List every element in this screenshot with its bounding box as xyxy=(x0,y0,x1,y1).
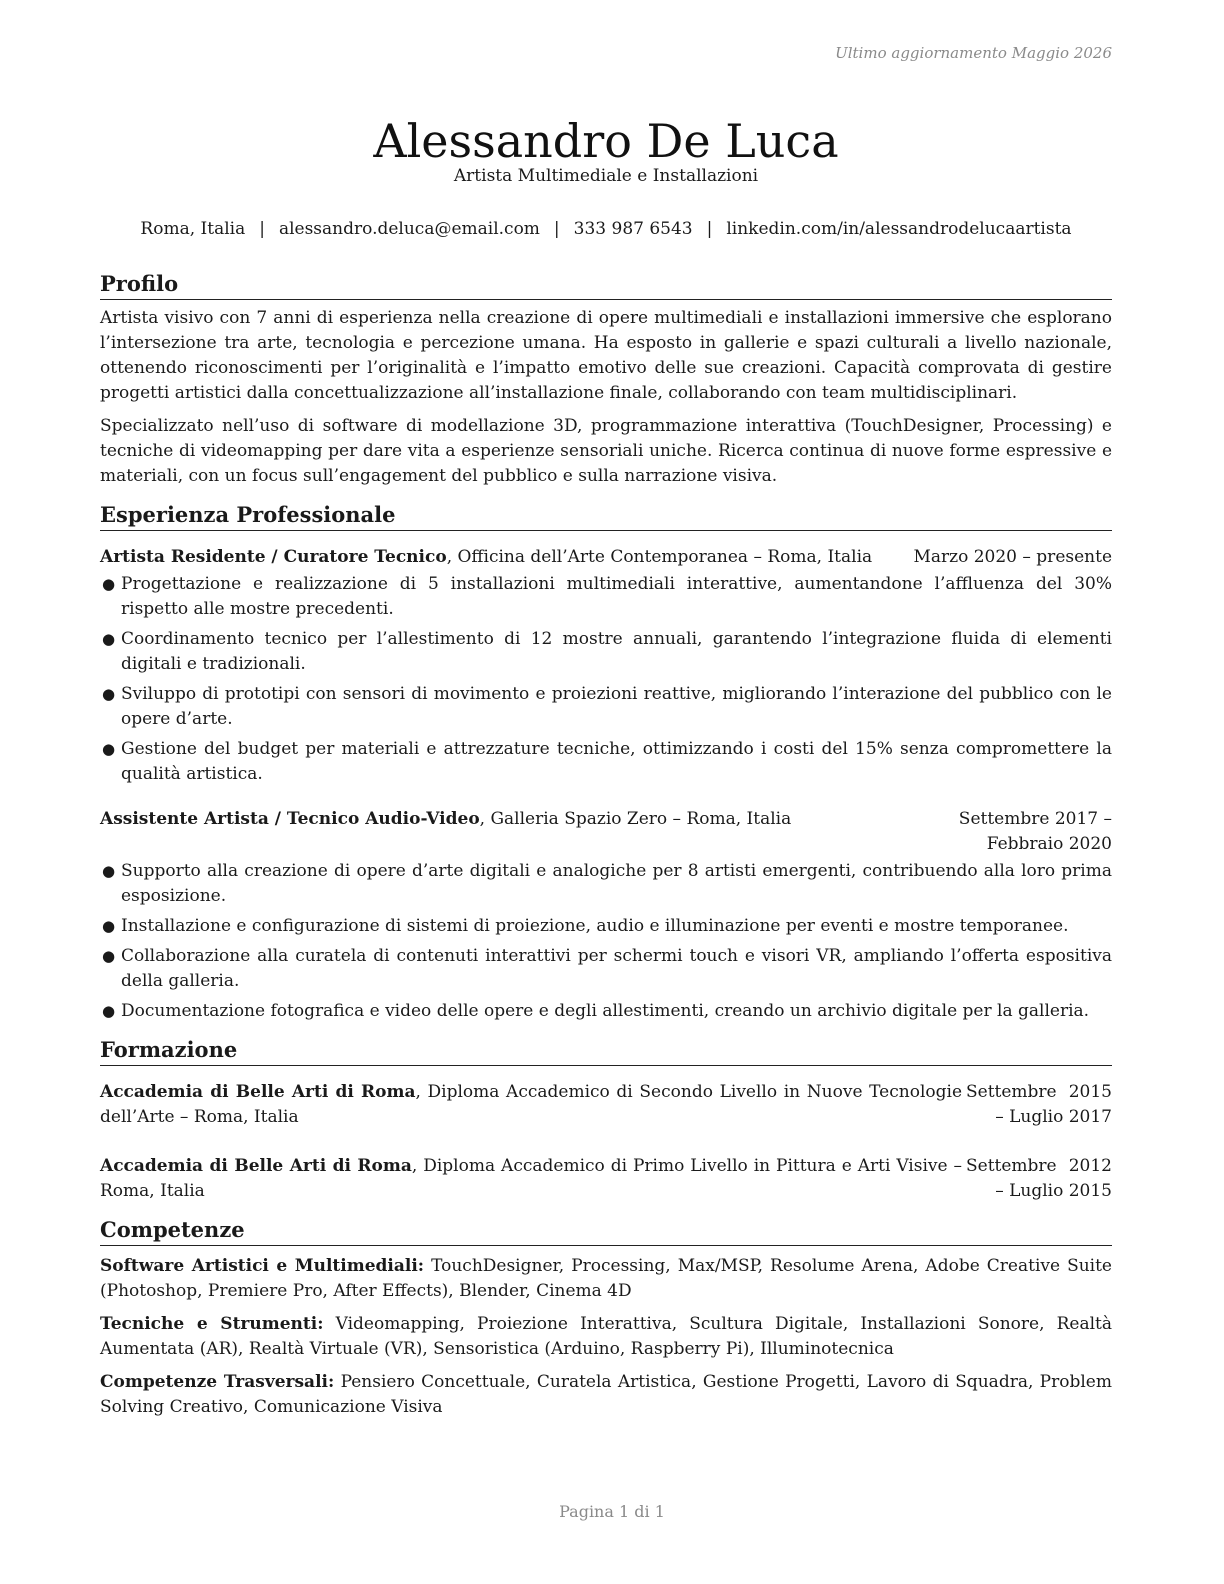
skill-group xyxy=(100,1312,1112,1362)
job-title-line xyxy=(100,807,880,832)
resume-content xyxy=(100,270,1112,1432)
page-number: Pagina 1 di 1 xyxy=(559,1502,665,1521)
job-bullets xyxy=(100,572,1112,787)
resume-page xyxy=(100,0,1112,1584)
list-item xyxy=(100,859,1112,909)
skills-section xyxy=(100,1216,1112,1420)
contact-phone[interactable]: 333 987 6543 xyxy=(573,219,693,239)
bullet-icon: ● xyxy=(102,862,116,880)
bullet-text: Installazione e configurazione di sistemi di proiezione, audio e illuminazione per eventi e mostre temporanee. xyxy=(121,916,1069,936)
education-section xyxy=(100,1036,1112,1204)
bullet-icon: ● xyxy=(102,947,116,965)
job-role: Assistente Artista / Tecnico Audio-Video xyxy=(100,809,480,829)
bullet-icon: ● xyxy=(102,630,116,648)
list-item xyxy=(100,914,1112,939)
profile-paragraph: Artista visivo con 7 anni di esperienza nella creazione di opere multimediali e installazioni immersive che esplorano l’intersezione tra arte, tecnologia e percezione umana. Ha esposto in gallerie e spazi culturali a livello nazionale, ottenendo riconoscimenti per l’originalità e l’impatto emotivo delle sue creazioni. Capacità comprovata di gestire progetti artistici dalla concettualizzazione all’installazione finale, collaborando con team multidisciplinari. xyxy=(100,308,1112,403)
candidate-name: Alessandro De Luca xyxy=(373,113,839,168)
separator: | xyxy=(706,219,713,239)
bullet-icon: ● xyxy=(102,917,116,935)
skill-label: Tecniche e Strumenti: xyxy=(100,1314,324,1334)
job-role: Artista Residente / Curatore Tecnico xyxy=(100,547,447,567)
education-detail xyxy=(100,1154,962,1204)
job-bullets xyxy=(100,859,1112,1024)
list-item xyxy=(100,737,1112,787)
job-place: , Galleria Spazio Zero – Roma, Italia xyxy=(479,809,792,829)
bullet-text: Documentazione fotografica e video delle opere e degli allestimenti, creando un archivio digitale per la galleria. xyxy=(121,1001,1090,1021)
job-header xyxy=(100,807,1112,857)
education-dates: Settembre 2012 – Luglio 2015 xyxy=(966,1156,1112,1201)
skill-text: Pensiero Concettuale, Curatela Artistica, Gestione Progetti, Lavoro di Squadra, Problem Solving Creativo, Comunicazione Visiva xyxy=(100,1372,1112,1417)
job-place: , Officina dell’Arte Contemporanea – Roma, Italia xyxy=(446,547,873,567)
list-item xyxy=(100,627,1112,677)
skill-label: Competenze Trasversali: xyxy=(100,1372,335,1392)
bullet-text: Collaborazione alla curatela di contenuti interattivi per schermi touch e visori VR, ampliando l’offerta espositiva della galleria. xyxy=(121,946,1112,991)
separator: | xyxy=(259,219,265,239)
bullet-text: Sviluppo di prototipi con sensori di movimento e proiezioni reattive, migliorando l’interazione del pubblico con le opere d’arte. xyxy=(121,684,1112,729)
section-title-experience: Esperienza Professionale xyxy=(100,501,1112,531)
bullet-icon: ● xyxy=(102,575,116,593)
education-item xyxy=(100,1080,1112,1130)
bullet-icon: ● xyxy=(102,685,116,703)
skill-group xyxy=(100,1370,1112,1420)
job-header xyxy=(100,545,1112,570)
job-title: Artista Multimediale e Installazioni xyxy=(453,166,759,186)
section-title-profile: Profilo xyxy=(100,270,1112,300)
education-item xyxy=(100,1154,1112,1204)
skill-text: Videomapping, Proiezione Interattiva, Scultura Digitale, Installazioni Sonore, Realtà Aumentata (AR), Realtà Virtuale (VR), Sensoristica (Arduino, Raspberry Pi), Illuminotecnica xyxy=(100,1314,1113,1359)
school-name: Accademia di Belle Arti di Roma xyxy=(100,1082,416,1102)
education-dates: Settembre 2015 – Luglio 2017 xyxy=(966,1082,1112,1127)
degree-text: , Diploma Accademico di Secondo Livello in Nuove Tecnologie dell’Arte – Roma, Italia xyxy=(100,1082,963,1127)
profile-section xyxy=(100,270,1112,489)
bullet-text: Coordinamento tecnico per l’allestimento di 12 mostre annuali, garantendo l’integrazione fluida di elementi digitali e tradizionali. xyxy=(121,629,1112,674)
bullet-icon: ● xyxy=(102,740,116,758)
separator: | xyxy=(553,219,560,239)
skill-text: TouchDesigner, Processing, Max/MSP, Resolume Arena, Adobe Creative Suite (Photoshop, Premiere Pro, After Effects), Blender, Cinema 4D xyxy=(100,1256,1112,1301)
list-item xyxy=(100,572,1112,622)
contact-location: Roma, Italia xyxy=(140,219,246,239)
job-title-line xyxy=(100,545,913,570)
degree-text: , Diploma Accademico di Primo Livello in Pittura e Arti Visive – Roma, Italia xyxy=(100,1156,963,1201)
school-name: Accademia di Belle Arti di Roma xyxy=(100,1156,412,1176)
last-updated: Ultimo aggiornamento Maggio 2026 xyxy=(835,44,1112,62)
experience-section xyxy=(100,501,1112,1024)
profile-paragraph: Specializzato nell’uso di software di modellazione 3D, programmazione interattiva (TouchDesigner, Processing) e tecniche di videomapping per dare vita a esperienze sensoriali uniche. Ricerca continua di nuove forme espressive e materiali, con un focus sull’engagement del pubblico e sulla narrazione visiva. xyxy=(100,416,1112,486)
job-dates: Settembre 2017 – Febbraio 2020 xyxy=(958,809,1112,854)
list-item xyxy=(100,999,1112,1024)
bullet-text: Progettazione e realizzazione di 5 installazioni multimediali interattive, aumentandone l’affluenza del 30% rispetto alle mostre precedenti. xyxy=(121,574,1112,619)
section-title-skills: Competenze xyxy=(100,1216,1112,1246)
list-item xyxy=(100,944,1112,994)
bullet-icon: ● xyxy=(102,1002,116,1020)
section-title-education: Formazione xyxy=(100,1036,1112,1066)
list-item xyxy=(100,682,1112,732)
skill-label: Software Artistici e Multimediali: xyxy=(100,1256,425,1276)
bullet-text: Gestione del budget per materiali e attrezzature tecniche, ottimizzando i costi del 15% senza compromettere la qualità artistica. xyxy=(121,739,1112,784)
skill-group xyxy=(100,1254,1112,1304)
contact-line xyxy=(100,219,1112,239)
contact-linkedin[interactable]: linkedin.com/in/alessandrodelucaartista xyxy=(726,219,1072,239)
education-detail xyxy=(100,1080,962,1130)
bullet-text: Supporto alla creazione di opere d’arte digitali e analogiche per 8 artisti emergenti, contribuendo alla loro prima esposizione. xyxy=(121,861,1112,906)
job-dates: Marzo 2020 – presente xyxy=(913,547,1112,567)
contact-email[interactable]: alessandro.deluca@email.com xyxy=(278,219,540,239)
